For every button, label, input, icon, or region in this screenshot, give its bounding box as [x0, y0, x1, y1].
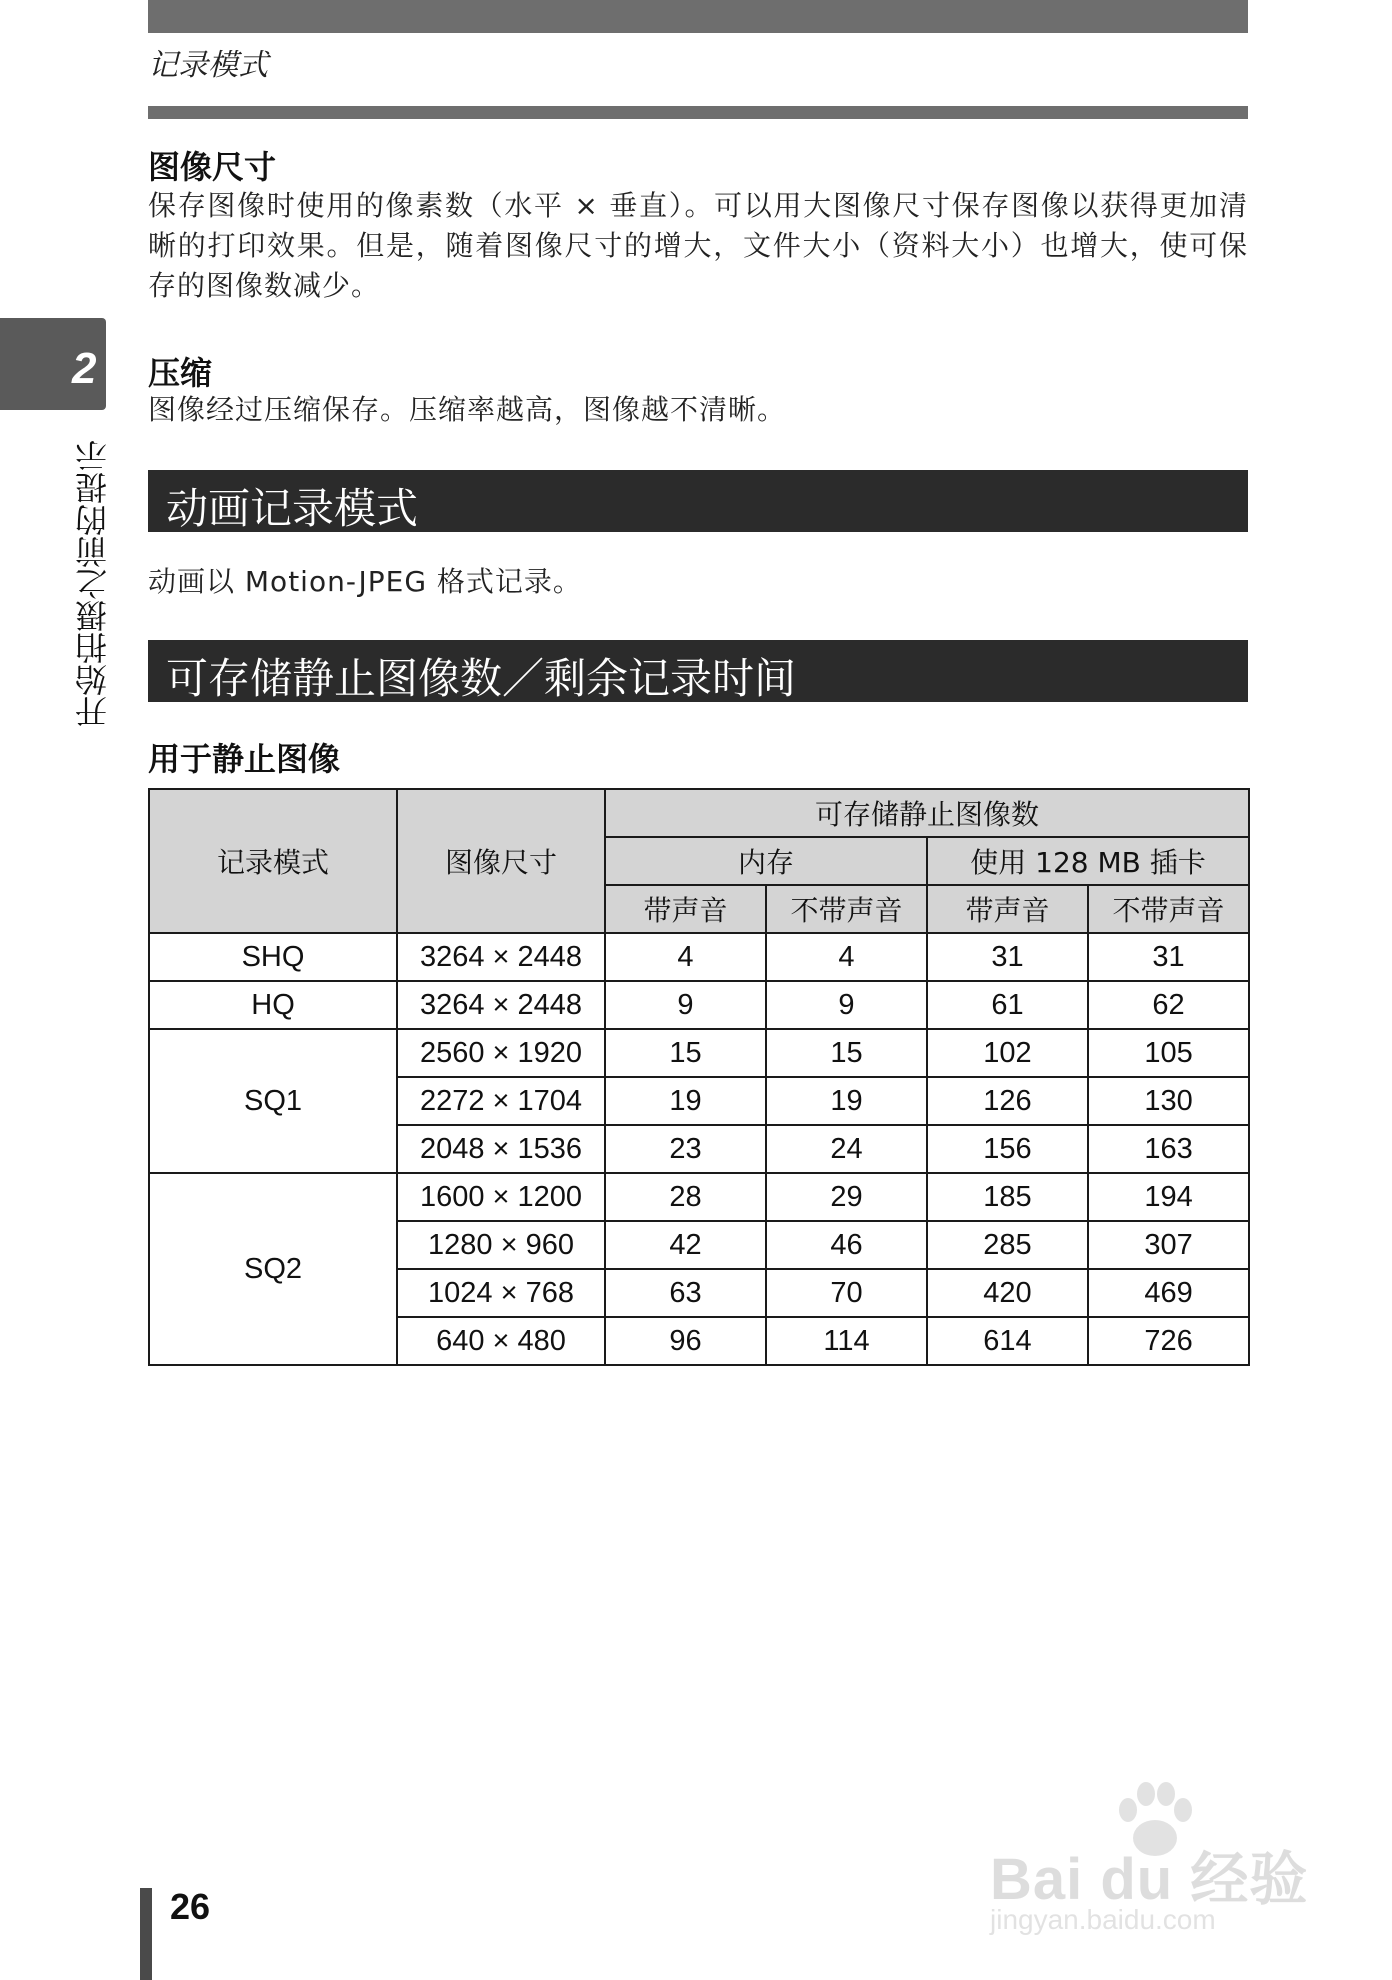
value-cell: 15 — [766, 1029, 927, 1077]
mode-cell: SQ1 — [149, 1029, 397, 1173]
table-row — [149, 981, 1249, 1029]
storage-table — [148, 788, 1250, 1366]
value-cell: 726 — [1088, 1317, 1249, 1365]
table-row — [149, 1029, 1249, 1077]
value-cell: 285 — [927, 1221, 1088, 1269]
table-row — [149, 933, 1249, 981]
size-cell: 640 × 480 — [397, 1317, 605, 1365]
value-cell: 163 — [1088, 1125, 1249, 1173]
value-cell: 614 — [927, 1317, 1088, 1365]
chapter-side-title: 开始拍摄之前的提示 — [74, 440, 112, 728]
value-cell: 24 — [766, 1125, 927, 1173]
header-internal-without-sound: 不带声音 — [766, 885, 927, 933]
value-cell: 307 — [1088, 1221, 1249, 1269]
value-cell: 102 — [927, 1029, 1088, 1077]
value-cell: 61 — [927, 981, 1088, 1029]
storage-title: 可存储静止图像数／剩余记录时间 — [166, 654, 797, 703]
value-cell: 42 — [605, 1221, 766, 1269]
size-cell: 2048 × 1536 — [397, 1125, 605, 1173]
value-cell: 194 — [1088, 1173, 1249, 1221]
storage-section-bar — [148, 640, 1248, 702]
header-rule — [148, 106, 1248, 119]
chapter-number: 2 — [72, 344, 97, 393]
value-cell: 185 — [927, 1173, 1088, 1221]
movie-mode-section-bar — [148, 470, 1248, 532]
value-cell: 15 — [605, 1029, 766, 1077]
header-card: 使用 128 MB 插卡 — [927, 837, 1249, 885]
size-cell: 2272 × 1704 — [397, 1077, 605, 1125]
value-cell: 19 — [605, 1077, 766, 1125]
header-internal: 内存 — [605, 837, 927, 885]
watermark-brand: Bai du 经验 — [990, 1847, 1309, 1912]
watermark-url: jingyan.baidu.com — [990, 1904, 1216, 1935]
baidu-watermark — [990, 1780, 1320, 1935]
size-cell: 1600 × 1200 — [397, 1173, 605, 1221]
value-cell: 4 — [605, 933, 766, 981]
movie-mode-paragraph: 动画以 Motion-JPEG 格式记录。 — [148, 565, 582, 598]
page-number-bar — [140, 1888, 152, 1980]
value-cell: 420 — [927, 1269, 1088, 1317]
size-cell: 3264 × 2448 — [397, 981, 605, 1029]
value-cell: 28 — [605, 1173, 766, 1221]
header-size: 图像尺寸 — [397, 789, 605, 933]
size-cell: 3264 × 2448 — [397, 933, 605, 981]
compression-paragraph: 图像经过压缩保存。压缩率越高，图像越不清晰。 — [148, 393, 787, 426]
value-cell: 126 — [927, 1077, 1088, 1125]
header-internal-with-sound: 带声音 — [605, 885, 766, 933]
value-cell: 19 — [766, 1077, 927, 1125]
size-cell: 1024 × 768 — [397, 1269, 605, 1317]
value-cell: 70 — [766, 1269, 927, 1317]
compression-heading: 压缩 — [148, 354, 213, 392]
value-cell: 23 — [605, 1125, 766, 1173]
value-cell: 156 — [927, 1125, 1088, 1173]
value-cell: 29 — [766, 1173, 927, 1221]
mode-cell: SQ2 — [149, 1173, 397, 1365]
size-cell: 1280 × 960 — [397, 1221, 605, 1269]
value-cell: 4 — [766, 933, 927, 981]
value-cell: 105 — [1088, 1029, 1249, 1077]
header-card-with-sound: 带声音 — [927, 885, 1088, 933]
value-cell: 9 — [605, 981, 766, 1029]
image-size-heading: 图像尺寸 — [148, 148, 277, 186]
size-cell: 2560 × 1920 — [397, 1029, 605, 1077]
still-image-subheading: 用于静止图像 — [148, 740, 341, 778]
image-size-paragraph: 保存图像时使用的像素数（水平 × 垂直）。可以用大图像尺寸保存图像以获得更加清晰的打印效果。但是，随着图像尺寸的增大，文件大小（资料大小）也增大，使可保存的图像数减少。 — [148, 189, 1248, 302]
running-header: 记录模式 — [148, 48, 268, 83]
top-gray-bar — [148, 0, 1248, 33]
movie-mode-title: 动画记录模式 — [166, 484, 419, 533]
value-cell: 46 — [766, 1221, 927, 1269]
header-mode: 记录模式 — [149, 789, 397, 933]
mode-cell: HQ — [149, 981, 397, 1029]
table-row — [149, 1173, 1249, 1221]
value-cell: 62 — [1088, 981, 1249, 1029]
value-cell: 96 — [605, 1317, 766, 1365]
value-cell: 31 — [1088, 933, 1249, 981]
header-count: 可存储静止图像数 — [605, 789, 1249, 837]
value-cell: 31 — [927, 933, 1088, 981]
value-cell: 469 — [1088, 1269, 1249, 1317]
mode-cell: SHQ — [149, 933, 397, 981]
value-cell: 63 — [605, 1269, 766, 1317]
header-card-without-sound: 不带声音 — [1088, 885, 1249, 933]
value-cell: 9 — [766, 981, 927, 1029]
value-cell: 114 — [766, 1317, 927, 1365]
page-number: 26 — [170, 1886, 211, 1927]
value-cell: 130 — [1088, 1077, 1249, 1125]
